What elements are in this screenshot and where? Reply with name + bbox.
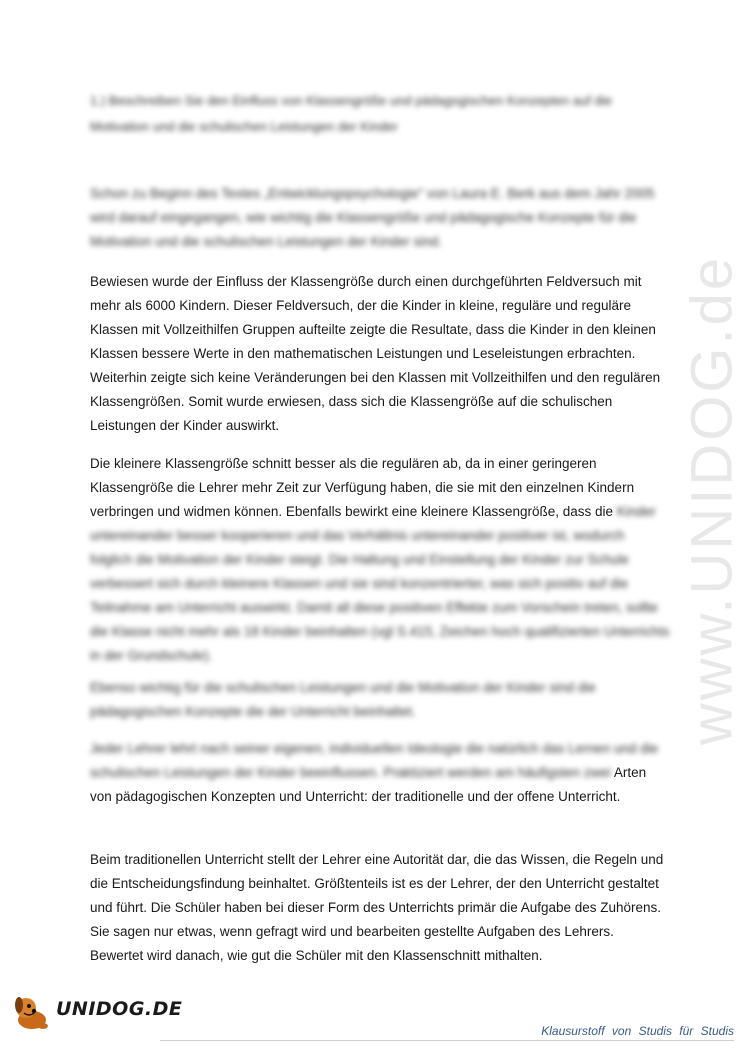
paragraph-traditionell: Beim traditionellen Unterricht stellt der Lehrer eine Autorität dar, die das Wissen, die Regeln und die Entscheidungsfindung beinhaltet. Größtenteils ist es der Lehrer, der den Unterricht gestaltet und führt. Die Schüler haben bei dieser Form des Unterrichts primär die Aufgabe des Zuhörens. Sie sagen nur etwas, wenn gefragt wird und bearbeiten gestellte Aufgaben des Lehrers. Bewertet wird danach, wie gut die Schüler mit den Klassenschnitt mithalten.	[90, 852, 664, 963]
paragraph-ideologie	[90, 737, 670, 809]
paragraph-klassengroesse-blurred: Kinder untereinander besser kooperieren und das Verhältnis untereinander positiver ist, wodurch folglich die Motivation der Kinder steigt. Die Haltung und Einstellung der Kinder zur Schule verbessert sich durch kleinere Klassen und sie sind konzentrierter, was sich positiv auf die Teilnahme am Unterricht auswirkt. Damit all diese positiven Effekte zum Vorschein treten, sollte die Klasse nicht mehr als 18 Kinder beinhalten (vgl S.415, Zeichen hoch qualifizierten Unterrichts in der Grundschule).	[90, 504, 670, 663]
watermark: www.UNIDOG.de	[679, 254, 745, 746]
logo-text: UNIDOG.DE	[56, 998, 183, 1020]
footer-tagline: Klausurstoff von Studis für Studis	[541, 1024, 734, 1038]
paragraph-klassengroesse-visible: Die kleinere Klassengröße schnitt besser als die regulären ab, da in einer geringeren Klassengröße die Lehrer mehr Zeit zur Verfügung haben, die sie mit den einzelnen Kindern verbringen und widmen können. Ebenfalls bewirkt eine kleinere Klassengröße, dass die	[90, 456, 635, 519]
unidog-logo[interactable]	[10, 992, 183, 1032]
paragraph-klassengroesse	[90, 452, 670, 668]
paragraph-feldversuch: Bewiesen wurde der Einfluss der Klassengröße durch einen durchgeführten Feldversuch mit mehr als 6000 Kindern. Dieser Feldversuch, der die Kinder in kleine, reguläre und reguläre Klassen mit Vollzeithilfen Gruppen aufteilte zeigte die Resultate, dass die Kinder in den kleinen Klassen bessere Werte in den mathematischen Leistungen und Leseleistungen erbrachten. Weiterhin zeigte sich keine Veränderungen bei den Klassen mit Vollzeithilfen und den regulären Klassengrößen. Somit wurde erwiesen, dass sich die Klassengröße auf die schulischen Leistungen der Kinder auswirkt.	[90, 274, 661, 433]
paragraph-ideologie-visible: Arten von pädagogischen Konzepten und Unterricht: der traditionelle und der offene Unterricht.	[90, 765, 647, 804]
paragraph-intro: Schon zu Beginn des Textes „Entwicklungspsychologie" von Laura E. Berk aus dem Jahr 2005 wird darauf eingegangen, wie wichtig die Klassengröße und pädagogische Konzepte für die Motivation und die schulischen Leistungen der Kinder sind.	[90, 186, 655, 249]
question-heading: 1.) Beschreiben Sie den Einfluss von Klassengröße und pädagogischen Konzepten auf die Motivation und die schulischen Leistungen der Kinder	[90, 93, 612, 134]
footer-divider	[160, 1040, 734, 1041]
paragraph-konzepte: Ebenso wichtig für die schulischen Leistungen und die Motivation der Kinder sind die pädagogischen Konzepte die der Unterricht beinhaltet.	[90, 680, 596, 719]
paragraph-ideologie-blurred: Jeder Lehrer lehrt nach seiner eigenen, individuellen Ideologie die natürlich das Lernen und die schulischen Leistungen der Kinder beeinflussen. Praktiziert werden am häufigsten zwei	[90, 741, 659, 780]
dog-icon	[10, 992, 54, 1032]
